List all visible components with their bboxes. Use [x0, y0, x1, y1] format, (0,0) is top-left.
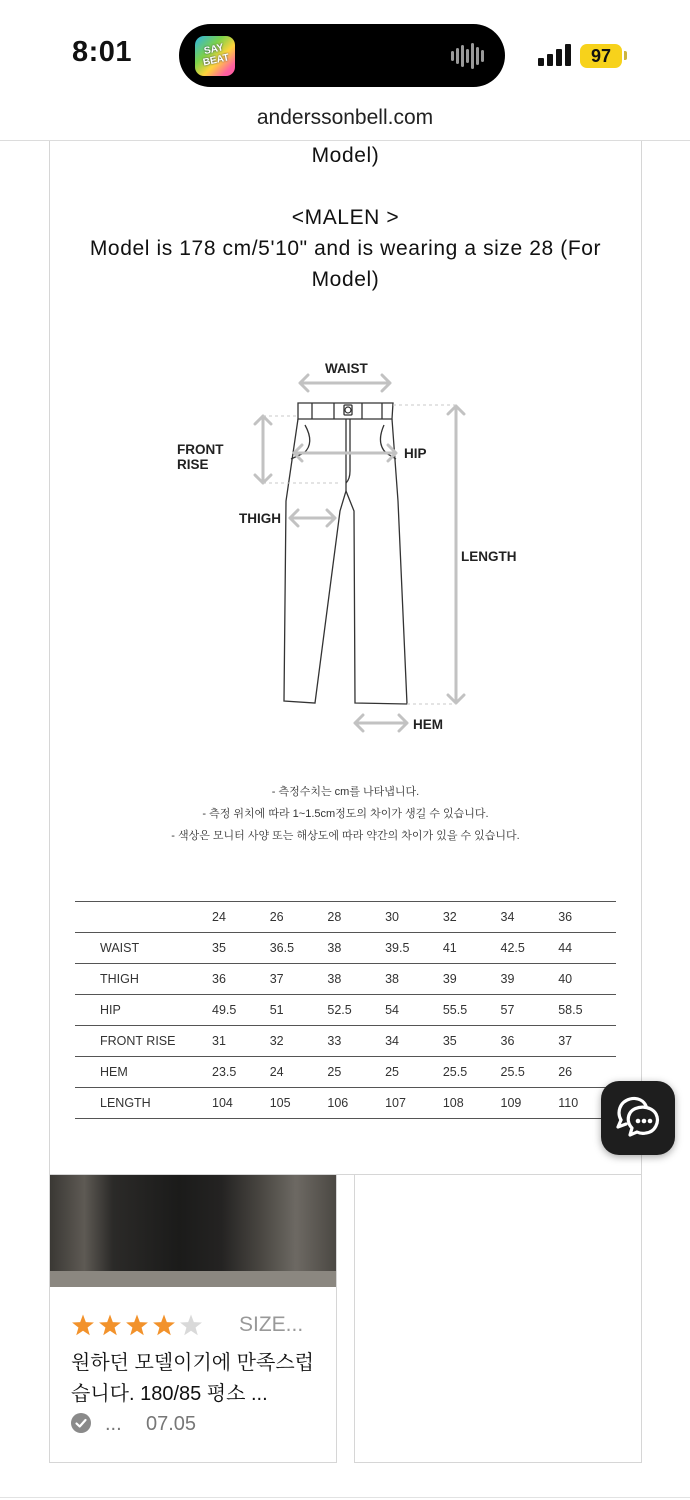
size-header: 28 [327, 902, 385, 933]
table-cell: 106 [327, 1088, 385, 1119]
star-filled-icon [126, 1315, 148, 1336]
audio-waveform-icon [451, 43, 489, 69]
table-cell: 38 [327, 964, 385, 995]
now-playing-app-icon[interactable] [195, 36, 235, 76]
front-rise-label: FRONT RISE [177, 442, 224, 472]
address-bar[interactable] [0, 100, 690, 141]
table-cell: 57 [501, 995, 559, 1026]
review-photo[interactable] [50, 1175, 336, 1287]
table-cell: 32 [270, 1026, 328, 1057]
size-chart-table [75, 901, 616, 1119]
note-line: - 측정수치는 cm를 나타냅니다. [271, 786, 420, 798]
review-text: 원하던 모델이기에 만족스럽습니다. 180/85 평소 ... [71, 1352, 314, 1405]
thigh-label: THIGH [239, 511, 281, 526]
star-filled-icon [99, 1315, 121, 1336]
note-line: - 측정 위치에 따라 1~1.5cm정도의 차이가 생길 수 있습니다. [202, 808, 489, 820]
row-label: HIP [75, 995, 212, 1026]
table-cell: 109 [501, 1088, 559, 1119]
row-label: THIGH [75, 964, 212, 995]
table-row [75, 933, 616, 964]
verified-check-icon [71, 1413, 91, 1433]
status-time: 8:01 [72, 36, 133, 68]
note-line: - 색상은 모니터 사양 또는 해상도에 따라 약간의 차이가 있을 수 있습니다. [171, 830, 520, 842]
table-cell: 40 [558, 964, 616, 995]
table-cell: 55.5 [443, 995, 501, 1026]
model-description-line1: Model is 178 cm/5'10" and is wearing a size 28 (For [89, 237, 602, 260]
chat-bubbles-icon [613, 1093, 663, 1143]
table-cell: 52.5 [327, 995, 385, 1026]
size-header-row [75, 902, 616, 933]
review-author: ... [105, 1413, 122, 1435]
table-cell: 37 [270, 964, 328, 995]
table-cell: 39 [443, 964, 501, 995]
table-cell: 36.5 [270, 933, 328, 964]
battery-indicator: 97 [580, 44, 622, 68]
table-cell: 35 [212, 933, 270, 964]
size-header: 36 [558, 902, 616, 933]
table-row [75, 964, 616, 995]
pants-illustration [50, 361, 641, 761]
review-tag: SIZE... [239, 1313, 304, 1336]
row-label: FRONT RISE [75, 1026, 212, 1057]
table-cell: 35 [443, 1026, 501, 1057]
table-cell: 44 [558, 933, 616, 964]
star-rating [71, 1314, 206, 1338]
size-header: 34 [501, 902, 559, 933]
table-cell: 25.5 [501, 1057, 559, 1088]
url-text: anderssonbell.com [256, 106, 434, 129]
review-card[interactable] [49, 1175, 337, 1463]
table-cell: 110 [558, 1088, 616, 1119]
table-cell: 104 [212, 1088, 270, 1119]
table-cell: 33 [327, 1026, 385, 1057]
table-row [75, 1026, 616, 1057]
waist-label: WAIST [325, 361, 368, 376]
model-description-line2: Model) [311, 268, 380, 291]
table-cell: 37 [558, 1026, 616, 1057]
divider [0, 1497, 690, 1498]
size-header: 24 [212, 902, 270, 933]
table-cell: 49.5 [212, 995, 270, 1026]
table-corner [75, 902, 212, 933]
table-cell: 36 [501, 1026, 559, 1057]
row-label: WAIST [75, 933, 212, 964]
table-cell: 51 [270, 995, 328, 1026]
status-bar [0, 0, 690, 100]
table-cell: 24 [270, 1057, 328, 1088]
model-heading: <MALEN > [291, 206, 400, 229]
review-date: 07.05 [146, 1413, 197, 1435]
table-cell: 25.5 [443, 1057, 501, 1088]
table-cell: 39 [501, 964, 559, 995]
size-header: 30 [385, 902, 443, 933]
table-cell: 107 [385, 1088, 443, 1119]
table-row [75, 1088, 616, 1119]
table-cell: 25 [385, 1057, 443, 1088]
table-cell: 58.5 [558, 995, 616, 1026]
chat-support-button[interactable] [601, 1081, 675, 1155]
table-cell: 26 [558, 1057, 616, 1088]
model-description-tail: Model) [311, 144, 380, 167]
app-icon-label: SAY BEAT [202, 42, 231, 69]
table-cell: 39.5 [385, 933, 443, 964]
row-label: HEM [75, 1057, 212, 1088]
size-guide-panel [49, 141, 642, 1175]
star-filled-icon [72, 1315, 94, 1336]
table-row [75, 995, 616, 1026]
table-row [75, 1057, 616, 1088]
star-empty-icon [180, 1315, 202, 1336]
measurement-notes [50, 781, 641, 847]
table-cell: 31 [212, 1026, 270, 1057]
table-cell: 105 [270, 1088, 328, 1119]
hip-label: HIP [404, 446, 427, 461]
photo-floor [50, 1271, 336, 1287]
table-cell: 25 [327, 1057, 385, 1088]
size-header: 32 [443, 902, 501, 933]
hem-label: HEM [413, 717, 443, 732]
length-label: LENGTH [461, 549, 517, 564]
review-card-empty [354, 1175, 642, 1463]
table-cell: 54 [385, 995, 443, 1026]
row-label: LENGTH [75, 1088, 212, 1119]
star-filled-icon [153, 1315, 175, 1336]
table-cell: 23.5 [212, 1057, 270, 1088]
table-cell: 108 [443, 1088, 501, 1119]
size-header: 26 [270, 902, 328, 933]
table-cell: 38 [327, 933, 385, 964]
dynamic-island[interactable] [179, 24, 505, 87]
cellular-signal-icon [538, 44, 572, 66]
table-cell: 36 [212, 964, 270, 995]
table-cell: 34 [385, 1026, 443, 1057]
table-cell: 38 [385, 964, 443, 995]
table-cell: 41 [443, 933, 501, 964]
table-cell: 42.5 [501, 933, 559, 964]
battery-tip [624, 51, 627, 60]
